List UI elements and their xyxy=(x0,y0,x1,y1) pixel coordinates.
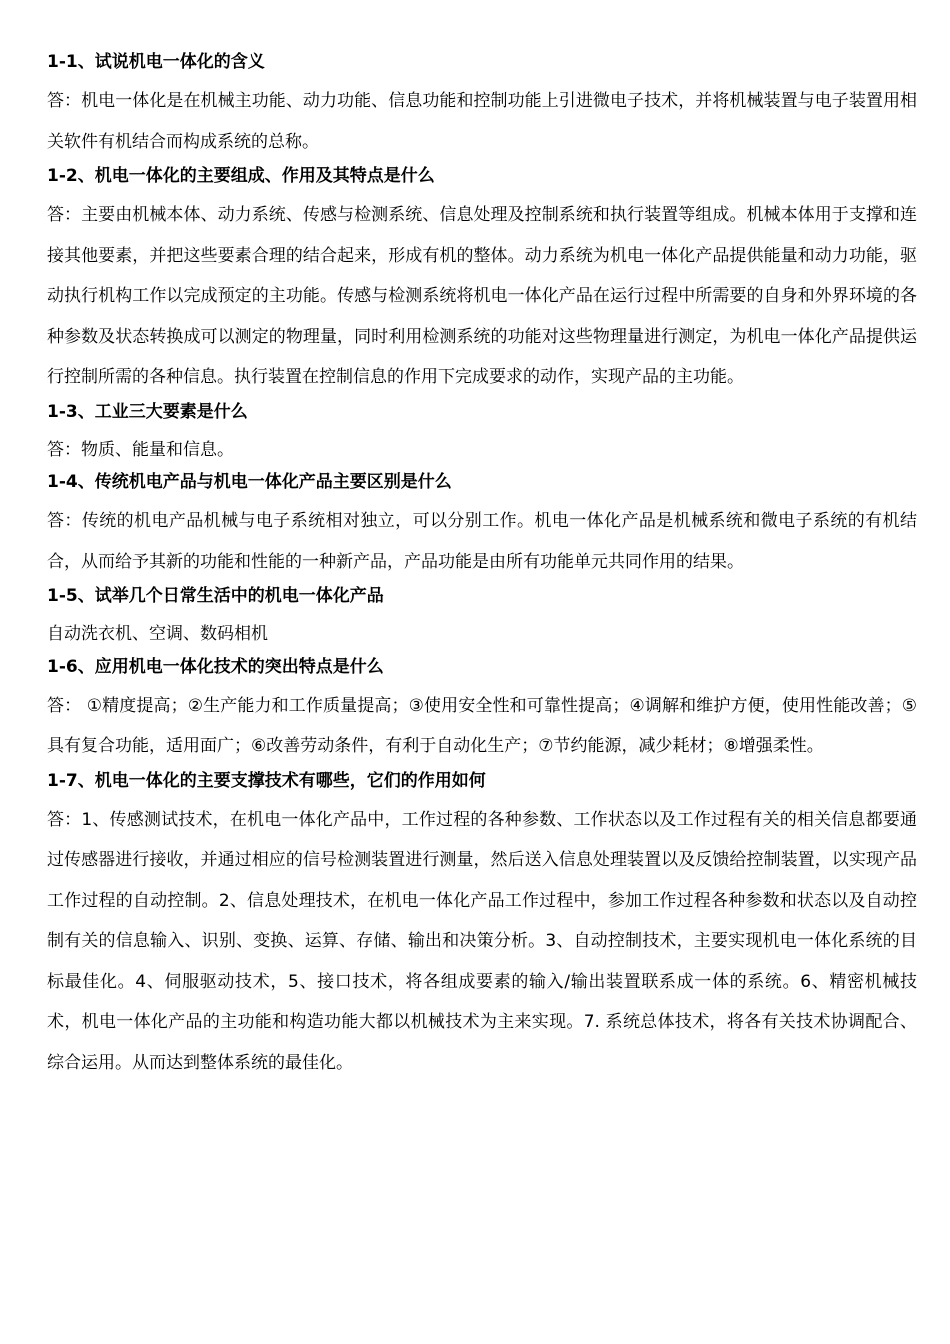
answer-paragraph: 答： ①精度提高；②生产能力和工作质量提高；③使用安全性和可靠性提高；④调解和维护方便，使用性能改善；⑤具有复合功能，适用面广；⑥改善劳动条件，有利于自动化生产；⑦节约能源，减少耗材；⑧增强柔性。 xyxy=(47,695,917,756)
document-page xyxy=(47,48,917,1083)
answer-paragraph: 答：1、传感测试技术，在机电一体化产品中，工作过程的各种参数、工作状态以及工作过程有关的相关信息都要通过传感器进行接收，并通过相应的信号检测装置进行测量，然后送入信息处理装置以及反馈给控制装置，以实现产品工作过程的自动控制。2、信息处理技术，在机电一体化产品工作过程中，参加工作过程各种参数和状态以及自动控制有关的信息输入、识别、变换、运算、存储、输出和决策分析。3、自动控制技术，主要实现机电一体化系统的目标最佳化。4、伺服驱动技术，5、接口技术，将各组成要素的输入/输出装置联系成一体的系统。6、精密机械技术，机电一体化产品的主功能和构造功能大都以机械技术为主来实现。7. 系统总体技术，将各有关技术协调配合、综合运用。从而达到整体系统的最佳化。 xyxy=(47,809,917,1073)
answer-paragraph: 答：机电一体化是在机械主功能、动力功能、信息功能和控制功能上引进微电子技术，并将机械装置与电子装置用相关软件有机结合而构成系统的总称。 xyxy=(47,91,917,152)
question-heading: 1-2、机电一体化的主要组成、作用及其特点是什么 xyxy=(47,166,435,186)
answer-paragraph: 答：物质、能量和信息。 xyxy=(47,439,234,460)
answer-paragraph: 答：主要由机械本体、动力系统、传感与检测系统、信息处理及控制系统和执行装置等组成。机械本体用于支撑和连接其他要素，并把这些要素合理的结合起来，形成有机的整体。动力系统为机电一体化产品提供能量和动力功能，驱动执行机构工作以完成预定的主功能。传感与检测系统将机电一体化产品在运行过程中所需要的自身和外界环境的各种参数及状态转换成可以测定的物理量，同时利用检测系统的功能对这些物理量进行测定，为机电一体化产品提供运行控制所需的各种信息。执行装置在控制信息的作用下完成要求的动作，实现产品的主功能。 xyxy=(47,205,917,387)
answer-paragraph: 自动洗衣机、空调、数码相机 xyxy=(47,624,268,644)
question-heading: 1-6、应用机电一体化技术的突出特点是什么 xyxy=(47,656,384,677)
question-heading: 1-4、传统机电产品与机电一体化产品主要区别是什么 xyxy=(47,472,452,492)
question-heading: 1-1、试说机电一体化的含义 xyxy=(47,52,265,72)
question-heading: 1-7、机电一体化的主要支撑技术有哪些，它们的作用如何 xyxy=(47,770,486,791)
question-heading: 1-3、工业三大要素是什么 xyxy=(47,401,248,422)
answer-paragraph: 答：传统的机电产品机械与电子系统相对独立，可以分别工作。机电一体化产品是机械系统和微电子系统的有机结合，从而给予其新的功能和性能的一种新产品，产品功能是由所有功能单元共同作用的结果。 xyxy=(47,511,917,572)
question-heading: 1-5、试举几个日常生活中的机电一体化产品 xyxy=(47,586,384,606)
